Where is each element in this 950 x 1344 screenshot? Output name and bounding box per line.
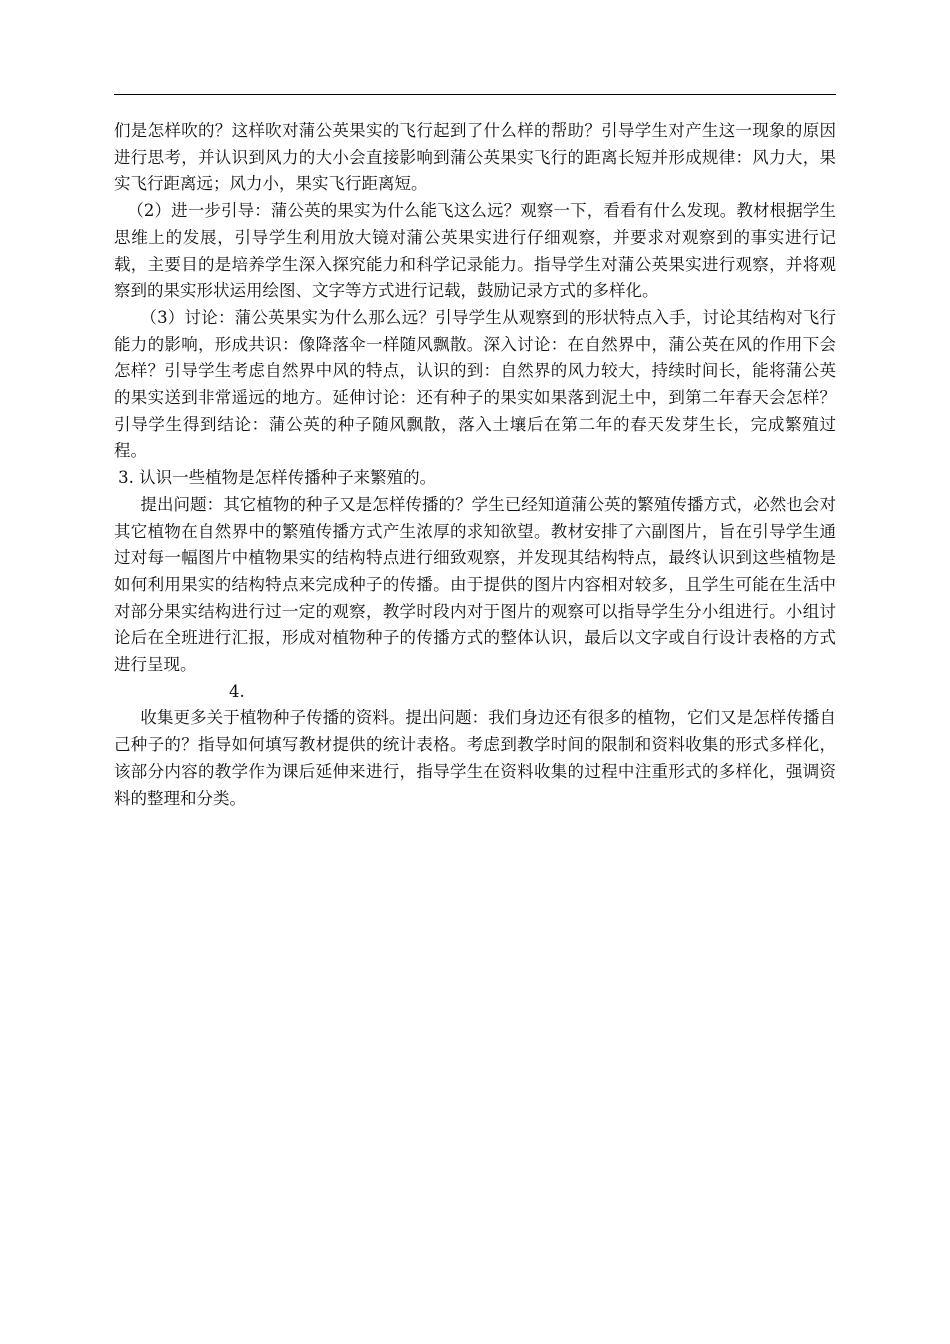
header-rule — [114, 94, 836, 95]
paragraph-continuation: 们是怎样吹的？这样吹对蒲公英果实的飞行起到了什么样的帮助？引导学生对产生这一现象的原因进行思考，并认识到风力的大小会直接影响到蒲公英果实飞行的距离长短并形成规律：风力大，果实飞行距离远；风力小，果实飞行距离短。 — [114, 121, 836, 194]
document-body — [114, 118, 836, 812]
paragraph-step-2: （2）进一步引导：蒲公英的果实为什么能飞这么远？观察一下，看看有什么发现。教材根据学生思维上的发展，引导学生利用放大镜对蒲公英果实进行仔细观察，并要求对观察到的事实进行记载，主要目的是培养学生深入探究能力和科学记录能力。指导学生对蒲公英果实进行观察，并将观察到的果实形状运用绘图、文字等方式进行记载，鼓励记录方式的多样化。 — [114, 201, 836, 301]
paragraph-step-3: （3）讨论：蒲公英果实为什么那么远？引导学生从观察到的形状特点入手，讨论其结构对飞行能力的影响，形成共识：像降落伞一样随风飘散。深入讨论：在自然界中，蒲公英在风的作用下会怎样？引导学生考虑自然界中风的特点，认识的到：自然界的风力较大，持续时间长，能将蒲公英的果实送到非常遥远的地方。延伸讨论：还有种子的果实如果落到泥土中，到第二年春天会怎样？引导学生得到结论：蒲公英的种子随风飘散，落入土壤后在第二年的春天发芽生长，完成繁殖过程。 — [114, 307, 836, 461]
section-heading-3: 3. 认识一些植物是怎样传播种子来繁殖的。 — [118, 468, 437, 488]
paragraph-section-4: 收集更多关于植物种子传播的资料。提出问题：我们身边还有很多的植物，它们又是怎样传播自己种子的？指导如何填写教材提供的统计表格。考虑到教学时间的限制和资料收集的形式多样化，该部分内容的教学作为课后延伸来进行，指导学生在资料收集的过程中注重形式的多样化，强调资料的整理和分类。 — [114, 708, 836, 808]
section-heading-4: 4. — [229, 681, 245, 701]
paragraph-section-3: 提出问题：其它植物的种子又是怎样传播的？学生已经知道蒲公英的繁殖传播方式，必然也会对其它植物在自然界中的繁殖传播方式产生浓厚的求知欲望。教材安排了六副图片，旨在引导学生通过对每一幅图片中植物果实的结构特点进行细致观察，并发现其结构特点，最终认识到这些植物是如何利用果实的结构特点来完成种子的传播。由于提供的图片内容相对较多，且学生可能在生活中对部分果实结构进行过一定的观察，教学时段内对于图片的观察可以指导学生分小组进行。小组讨论后在全班进行汇报，形成对植物种子的传播方式的整体认识，最后以文字或自行设计表格的方式进行呈现。 — [114, 494, 836, 675]
